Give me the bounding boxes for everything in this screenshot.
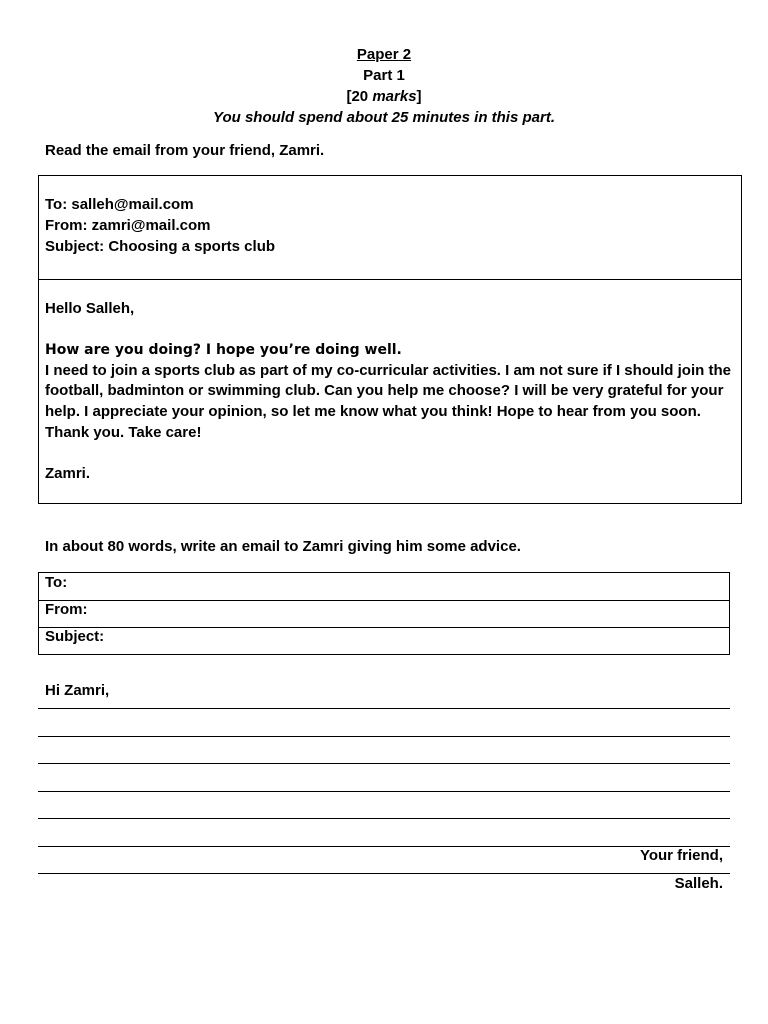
email-body-line: Thank you. Take care! — [45, 424, 202, 441]
email-greeting: Hello Salleh, — [45, 300, 135, 317]
writing-line[interactable] — [38, 736, 730, 737]
reply-to-label: To: — [45, 574, 68, 591]
reply-to-field[interactable] — [39, 573, 729, 601]
writing-line[interactable] — [38, 818, 730, 819]
reply-from-label: From: — [45, 601, 88, 618]
writing-prompt: In about 80 words, write an email to Zamri giving him some advice. — [45, 538, 521, 555]
writing-line[interactable] — [38, 846, 730, 847]
email-subject: Subject: Choosing a sports club — [45, 238, 276, 255]
reply-subject-field[interactable] — [39, 627, 729, 654]
email-signoff: Zamri. — [45, 465, 91, 482]
writing-line[interactable] — [38, 791, 730, 792]
writing-line[interactable] — [38, 708, 730, 709]
time-instruction: You should spend about 25 minutes in this part. — [213, 109, 555, 126]
reply-signature: Salleh. — [674, 875, 723, 892]
email-body-line: help. I appreciate your opinion, so let me know what you think! Hope to hear from you soon. — [45, 403, 701, 420]
email-from: From: zamri@mail.com — [45, 217, 211, 234]
paper-title: Paper 2 — [356, 46, 412, 63]
reply-closing: Your friend, — [639, 847, 723, 864]
part-title: Part 1 — [363, 67, 405, 84]
marks-label: [20 marks] — [346, 88, 422, 105]
email-to: To: salleh@mail.com — [45, 196, 194, 213]
email-body-line: football, badminton or swimming club. Can you help me choose? I will be very grateful for your — [45, 382, 724, 399]
reply-header-box — [38, 572, 730, 655]
reply-greeting: Hi Zamri, — [45, 682, 110, 699]
reply-from-field[interactable] — [39, 600, 729, 628]
writing-line[interactable] — [38, 873, 730, 874]
email-body-line: I need to join a sports club as part of my co-curricular activities. I am not sure if I should join the — [45, 362, 731, 379]
writing-line[interactable] — [38, 763, 730, 764]
friend-email-box — [38, 175, 742, 504]
email-body-line: How are you doing? I hope you’re doing well. — [45, 342, 402, 358]
email-divider — [39, 279, 741, 280]
read-instruction: Read the email from your friend, Zamri. — [45, 142, 325, 159]
reply-subject-label: Subject: — [45, 628, 105, 645]
